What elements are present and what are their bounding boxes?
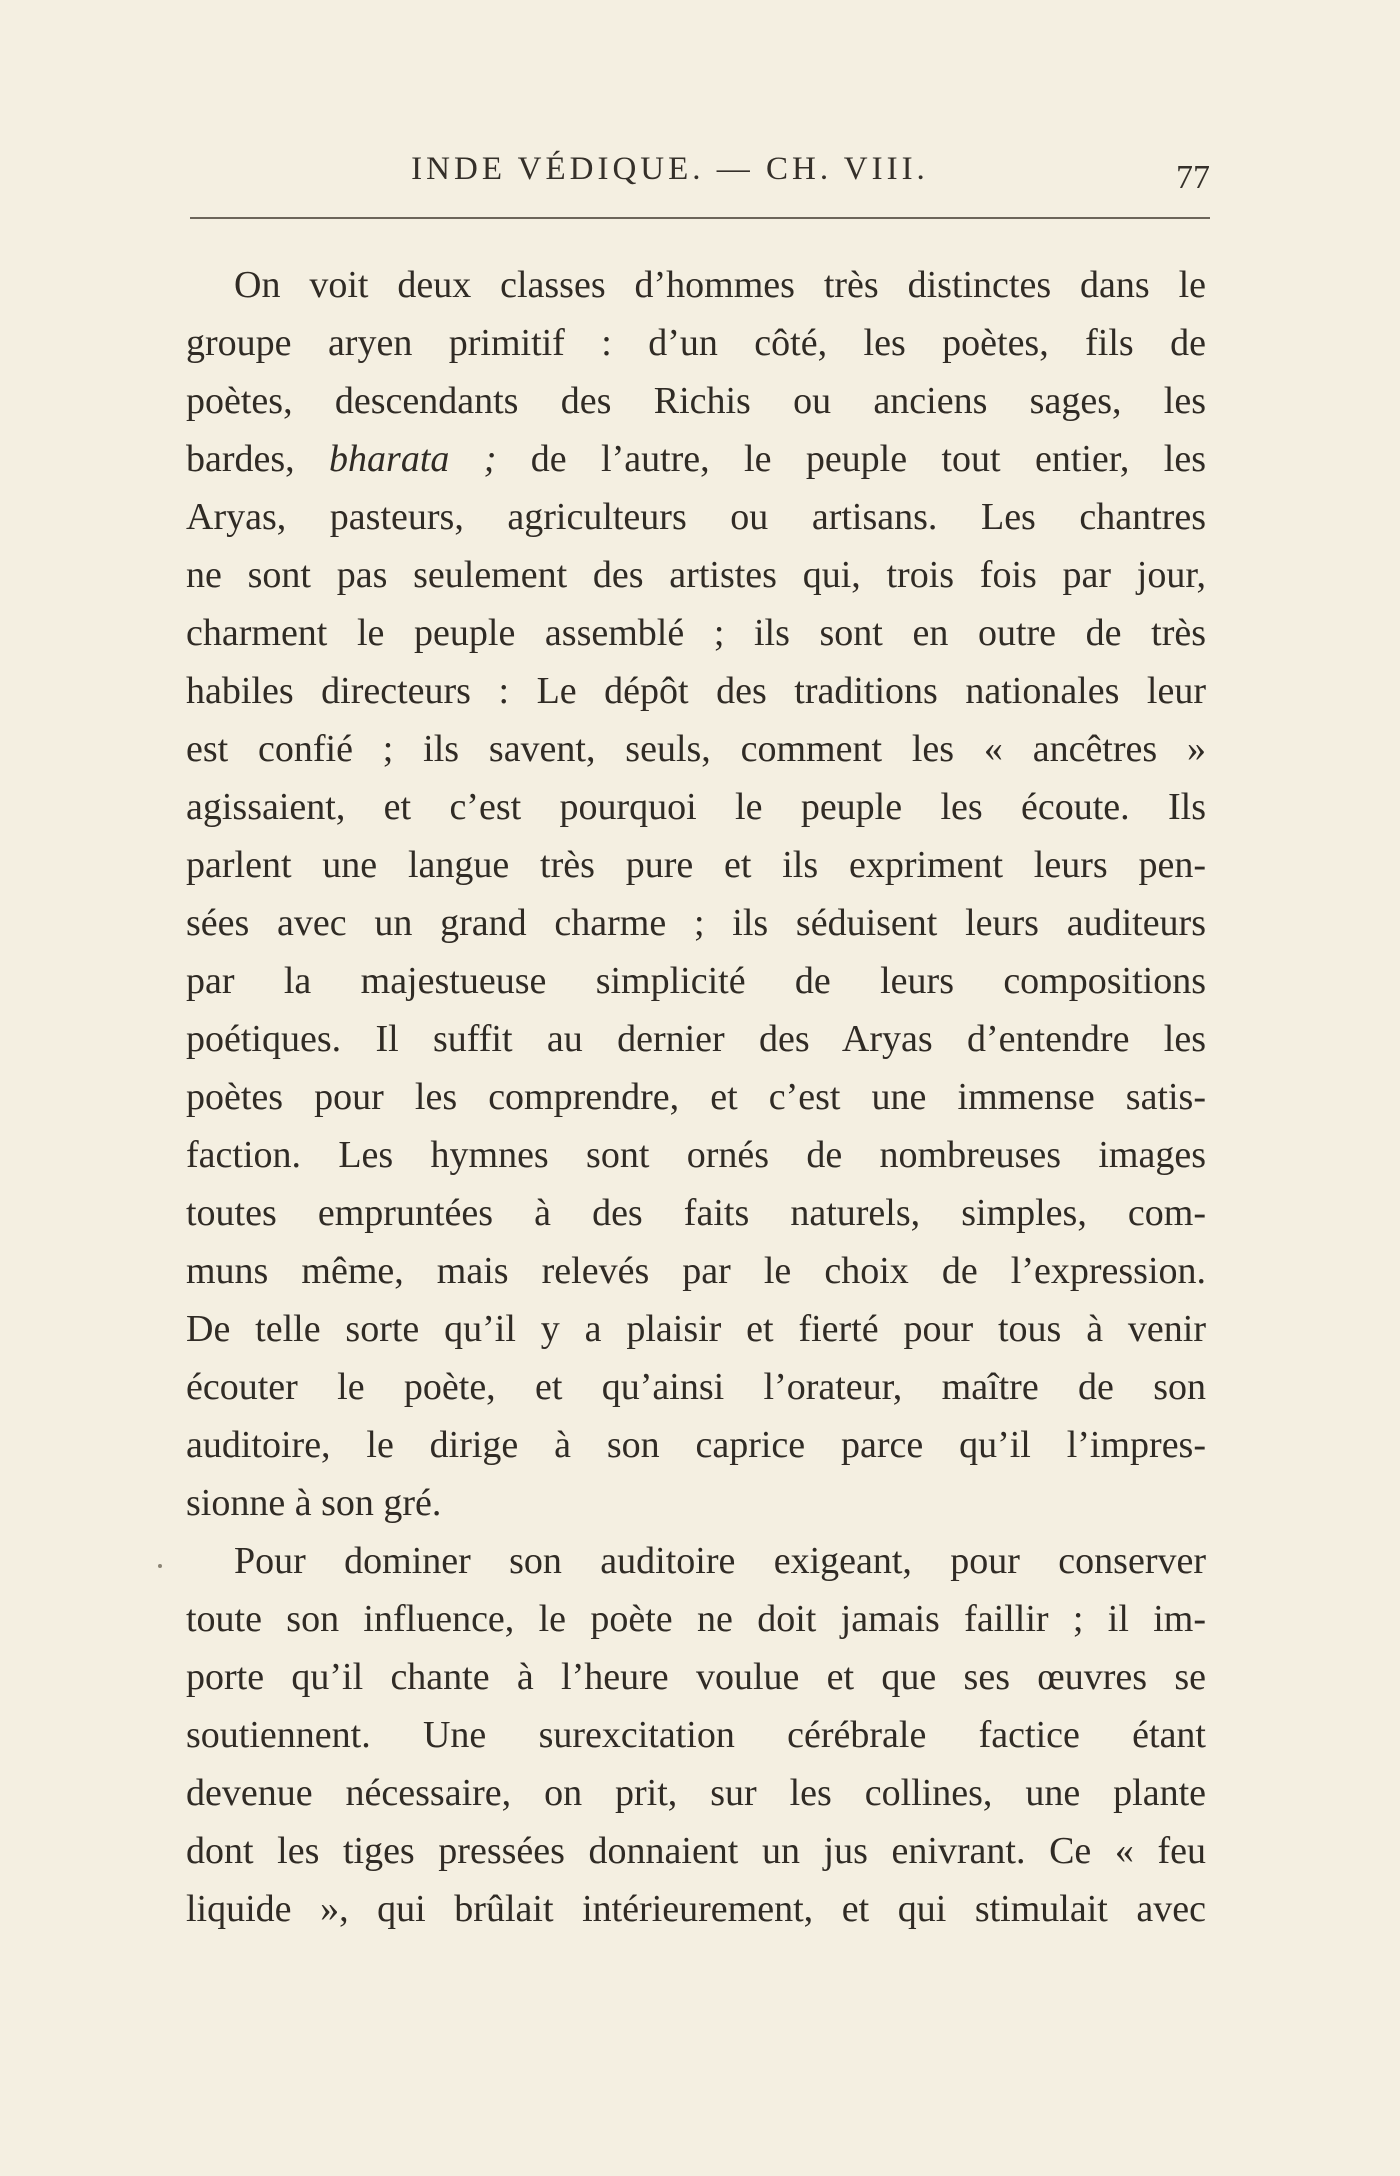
paragraph-1-line-4 [186, 430, 1206, 488]
paragraph-1-line-20: écouter le poète, et qu’ainsi l’orateur, maître de son [186, 1366, 1206, 1408]
paragraph-1-line-10: agissaient, et c’est pourquoi le peuple les écoute. Ils [186, 786, 1206, 828]
paragraph-1-line-7: charment le peuple assemblé ; ils sont en outre de très [186, 612, 1206, 654]
paragraph-1-line-16: faction. Les hymnes sont ornés de nombreuses images [186, 1134, 1206, 1176]
running-title: INDE VÉDIQUE. — CH. VIII. [411, 151, 929, 187]
paragraph-2-line-2: toute son influence, le poète ne doit jamais faillir ; il im- [186, 1598, 1206, 1640]
paragraph-2-line-3: porte qu’il chante à l’heure voulue et que ses œuvres se [186, 1656, 1206, 1698]
paragraph-2-line-5: devenue nécessaire, on prit, sur les collines, une plante [186, 1772, 1206, 1814]
paragraph-2-line-6: dont les tiges pressées donnaient un jus enivrant. Ce « feu [186, 1830, 1206, 1872]
paragraph-1-line-1: On voit deux classes d’hommes très distinctes dans le [234, 264, 1206, 306]
paragraph-1-line-15: poètes pour les comprendre, et c’est une immense satis- [186, 1076, 1206, 1118]
paragraph-1-line-2: groupe aryen primitif : d’un côté, les poètes, fils de [186, 322, 1206, 364]
paragraph-1-line-14: poétiques. Il suffit au dernier des Aryas d’entendre les [186, 1018, 1206, 1060]
italic-term-bharata: bharata ; [329, 438, 497, 480]
stray-ink-dot [158, 1564, 162, 1568]
paragraph-1-line-8: habiles directeurs : Le dépôt des traditions nationales leur [186, 670, 1206, 712]
line-4-lead: bardes, [186, 438, 330, 480]
paragraph-1-line-17: toutes empruntées à des faits naturels, simples, com- [186, 1192, 1206, 1234]
body-text [186, 256, 1206, 1938]
running-head [190, 145, 1210, 195]
paragraph-1-line-12: sées avec un grand charme ; ils séduisent leurs auditeurs [186, 902, 1206, 944]
paragraph-1-line-13: par la majestueuse simplicité de leurs compositions [186, 960, 1206, 1002]
paragraph-2-line-7: liquide », qui brûlait intérieurement, et qui stimulait avec [186, 1888, 1206, 1930]
paragraph-1-line-22: sionne à son gré. [186, 1482, 442, 1524]
paragraph-2-line-1: Pour dominer son auditoire exigeant, pour conserver [234, 1540, 1206, 1582]
paragraph-1-line-3: poètes, descendants des Richis ou anciens sages, les [186, 380, 1206, 422]
paragraph-2-line-4: soutiennent. Une surexcitation cérébrale factice étant [186, 1714, 1206, 1756]
paragraph-1-line-11: parlent une langue très pure et ils expriment leurs pen- [186, 844, 1206, 886]
paragraph-1-line-5: Aryas, pasteurs, agriculteurs ou artisans. Les chantres [186, 496, 1206, 538]
paragraph-1-line-18: muns même, mais relevés par le choix de l’expression. [186, 1250, 1206, 1292]
paragraph-1-line-6: ne sont pas seulement des artistes qui, trois fois par jour, [186, 554, 1206, 596]
page-number: 77 [1176, 159, 1210, 196]
header-rule [190, 217, 1210, 219]
line-4-rest: de l’autre, le peuple tout entier, les [496, 438, 1207, 480]
paragraph-1-line-9: est confié ; ils savent, seuls, comment les « ancêtres » [186, 728, 1206, 770]
paragraph-1-line-19: De telle sorte qu’il y a plaisir et fierté pour tous à venir [186, 1308, 1206, 1350]
paragraph-1-line-21: auditoire, le dirige à son caprice parce qu’il l’impres- [186, 1424, 1206, 1466]
